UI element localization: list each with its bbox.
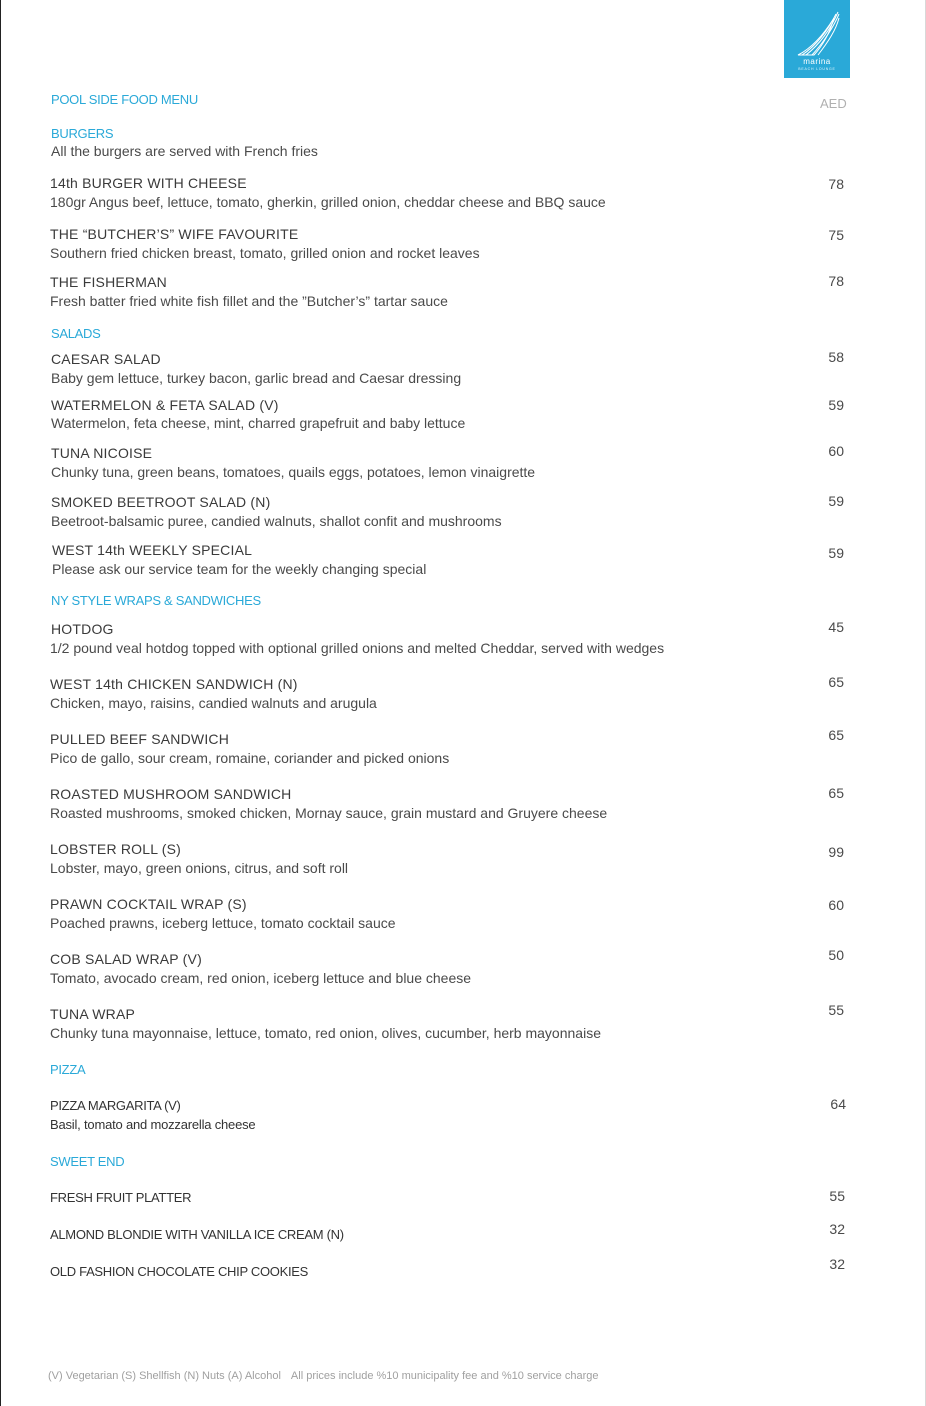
menu-item-description: Roasted mushrooms, smoked chicken, Mornay sauce, grain mustard and Gruyere cheese <box>50 805 608 821</box>
currency-label: AED <box>820 96 847 111</box>
section-heading-sweet-end: SWEET END <box>50 1154 125 1169</box>
section-heading-pizza: PIZZA <box>50 1062 86 1077</box>
menu-item-name: 14th BURGER WITH CHEESE <box>50 175 247 191</box>
menu-item-description: 1/2 pound veal hotdog topped with optional grilled onions and melted Cheddar, served with wedges <box>50 640 665 656</box>
menu-item-price: 60 <box>828 443 844 459</box>
page-border-left <box>0 0 1 1406</box>
page-title: POOL SIDE FOOD MENU <box>51 92 198 107</box>
menu-item-name: THE FISHERMAN <box>50 274 167 290</box>
menu-item-description: Baby gem lettuce, turkey bacon, garlic bread and Caesar dressing <box>51 370 462 386</box>
menu-item-name: PIZZA MARGARITA (V) <box>50 1098 181 1113</box>
menu-item-price: 32 <box>829 1256 845 1272</box>
menu-item-name: PRAWN COCKTAIL WRAP (S) <box>50 896 247 912</box>
menu-item-name: LOBSTER ROLL (S) <box>50 841 182 857</box>
menu-item-price: 55 <box>828 1002 844 1018</box>
menu-item-price: 78 <box>828 176 844 192</box>
menu-item-description: Basil, tomato and mozzarella cheese <box>50 1117 256 1132</box>
menu-item-price: 45 <box>828 619 844 635</box>
menu-item-price: 59 <box>828 493 844 509</box>
menu-item-price: 32 <box>829 1221 845 1237</box>
menu-item-name: PULLED BEEF SANDWICH <box>50 731 230 747</box>
menu-item-price: 55 <box>829 1188 845 1204</box>
menu-item-name: WEST 14th WEEKLY SPECIAL <box>52 542 253 558</box>
menu-item-price: 50 <box>828 947 844 963</box>
menu-item-description: Tomato, avocado cream, red onion, iceberg lettuce and blue cheese <box>50 970 472 986</box>
menu-item-description: Southern fried chicken breast, tomato, grilled onion and rocket leaves <box>50 245 480 261</box>
menu-item-price: 59 <box>828 545 844 561</box>
menu-item-name: TUNA WRAP <box>50 1006 136 1022</box>
menu-item-name: HOTDOG <box>51 621 114 637</box>
section-heading-salads: SALADS <box>51 326 101 341</box>
menu-item-name: COB SALAD WRAP (V) <box>50 951 202 967</box>
menu-item-description: Chunky tuna, green beans, tomatoes, quails eggs, potatoes, lemon vinaigrette <box>51 464 536 480</box>
menu-item-name: CAESAR SALAD <box>51 351 161 367</box>
menu-item-description: Chicken, mayo, raisins, candied walnuts and arugula <box>50 695 377 711</box>
menu-item-description: 180gr Angus beef, lettuce, tomato, gherkin, grilled onion, cheddar cheese and BBQ sauce <box>50 194 606 210</box>
menu-item-price: 59 <box>828 397 844 413</box>
menu-item-description: Beetroot-balsamic puree, candied walnuts, shallot confit and mushrooms <box>51 513 502 529</box>
price-disclaimer: All prices include %10 municipality fee and %10 service charge <box>290 1370 599 1382</box>
menu-item-description: Poached prawns, iceberg lettuce, tomato cocktail sauce <box>50 915 396 931</box>
menu-item-price: 58 <box>828 349 844 365</box>
menu-item-description: Please ask our service team for the weekly changing special <box>52 561 427 577</box>
section-note-burgers: All the burgers are served with French fries <box>51 143 318 159</box>
menu-item-name: SMOKED BEETROOT SALAD (N) <box>51 494 271 510</box>
menu-item-description: Pico de gallo, sour cream, romaine, coriander and picked onions <box>50 750 450 766</box>
menu-item-name: TUNA NICOISE <box>51 445 153 461</box>
menu-item-price: 64 <box>830 1096 846 1112</box>
brand-logo <box>784 0 850 78</box>
dietary-legend: (V) Vegetarian (S) Shellfish (N) Nuts (A) Alcohol <box>48 1370 281 1382</box>
menu-item-name: ROASTED MUSHROOM SANDWICH <box>50 786 292 802</box>
logo-wordmark: marina <box>803 57 831 66</box>
menu-item-price: 65 <box>828 727 844 743</box>
footer-legend-bar <box>48 1370 598 1382</box>
menu-item-price: 60 <box>828 897 844 913</box>
menu-item-description: Fresh batter fried white fish fillet and the ”Butcher’s” tartar sauce <box>50 293 448 309</box>
menu-item-price: 75 <box>828 227 844 243</box>
menu-item-description: Chunky tuna mayonnaise, lettuce, tomato, red onion, olives, cucumber, herb mayonnaise <box>50 1025 601 1041</box>
menu-item-name: WEST 14th CHICKEN SANDWICH (N) <box>50 676 298 692</box>
menu-item-description: Lobster, mayo, green onions, citrus, and soft roll <box>50 860 349 876</box>
menu-item-price: 78 <box>828 273 844 289</box>
section-heading-wraps: NY STYLE WRAPS & SANDWICHES <box>51 593 261 608</box>
menu-item-name: OLD FASHION CHOCOLATE CHIP COOKIES <box>50 1264 309 1279</box>
logo-subtitle: BEACH LOUNGE <box>798 67 836 71</box>
menu-item-name: ALMOND BLONDIE WITH VANILLA ICE CREAM (N) <box>50 1227 344 1242</box>
menu-item-name: THE “BUTCHER’S” WIFE FAVOURITE <box>50 226 299 242</box>
menu-item-description: Watermelon, feta cheese, mint, charred grapefruit and baby lettuce <box>51 415 466 431</box>
menu-item-name: WATERMELON & FETA SALAD (V) <box>51 397 279 413</box>
menu-item-price: 99 <box>828 844 844 860</box>
section-heading-burgers: BURGERS <box>51 126 114 141</box>
menu-item-name: FRESH FRUIT PLATTER <box>50 1190 192 1205</box>
menu-item-price: 65 <box>828 785 844 801</box>
menu-item-price: 65 <box>828 674 844 690</box>
